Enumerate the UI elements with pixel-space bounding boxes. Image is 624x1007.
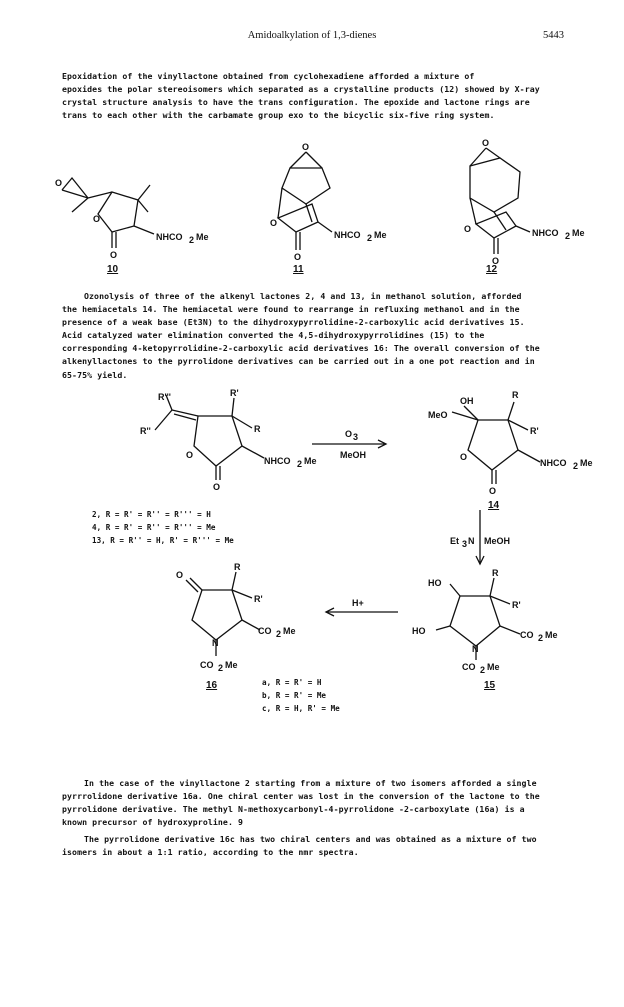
nhco2me-label: NHCO — [334, 230, 361, 240]
text-line: pyrrrolidone derivative 16a. One chiral center was lost in the conversion of the lactone to the — [62, 791, 540, 802]
running-head: Amidoalkylation of 1,3-dienes — [247, 30, 377, 41]
subscript: 2 — [480, 665, 486, 675]
text-line: Epoxidation of the vinyllactone obtained from cyclohexadiene afforded a mixture of — [62, 71, 475, 81]
compound-number-11: 11 — [293, 264, 304, 275]
atom-label: O — [489, 486, 497, 496]
atom-label: O — [55, 178, 63, 188]
atom-label: O — [302, 142, 310, 152]
r-label: R — [512, 390, 519, 400]
atom-label: O — [93, 214, 101, 224]
nitrogen-label: N — [472, 644, 479, 654]
r1-label: R' — [512, 600, 521, 610]
methyl-label: Me — [283, 626, 296, 636]
compound-number-15: 15 — [484, 680, 496, 691]
text-line: epoxides the polar stereoisomers which separated as a crystalline products (12) showed by X-ray — [62, 84, 540, 95]
r-label: R — [234, 562, 241, 572]
r1-label: R' — [530, 426, 539, 436]
structure-16 — [186, 572, 260, 656]
substituent-legend-lactones — [92, 508, 234, 547]
text-line: presence of a weak base (Et3N) to the dihydroxypyrrolidine-2-carboxylic acid derivatives 15. — [62, 317, 525, 328]
nhco2me-label: NHCO — [156, 232, 183, 242]
text-line: Ozonolysis of three of the alkenyl lactones 2, 4 and 13, in methanol solution, afforded — [84, 291, 522, 301]
ketone-oxygen-label: O — [176, 570, 184, 580]
structure-10 — [62, 178, 154, 248]
atom-label: O — [482, 138, 490, 148]
atom-label: O — [294, 252, 302, 262]
atom-label: O — [213, 482, 221, 492]
legend-line: c, R = H, R' = Me — [262, 704, 340, 713]
methyl-label: Me — [196, 232, 209, 242]
compound-number-10: 10 — [107, 264, 119, 275]
r1-label: R' — [254, 594, 263, 604]
text-line: The pyrrolidone derivative 16c has two chiral centers and was obtained as a mixture of two — [84, 834, 537, 844]
reagent-triethylamine-n: N — [468, 536, 475, 546]
text-line: trans to each other with the carbamate group exo to the bicyclic six-five ring system. — [62, 110, 495, 121]
hydroxyl-label: HO — [428, 578, 442, 588]
methyl-label: Me — [304, 456, 317, 466]
structure-12 — [470, 148, 530, 254]
page-number: 5443 — [543, 30, 564, 41]
hydroxyl-label: HO — [412, 626, 426, 636]
methyl-label: Me — [225, 660, 238, 670]
subscript: 2 — [297, 459, 303, 469]
methyl-label: Me — [487, 662, 500, 672]
r3-label: R''' — [158, 392, 171, 402]
atom-label: O — [186, 450, 194, 460]
legend-line: 2, R = R' = R'' = R''' = H — [92, 510, 211, 519]
text-line: corresponding 4-ketopyrrolidine-2-carboxylic acid derivatives 16: The overall conversion of the — [62, 343, 540, 354]
r1-label: R' — [230, 388, 239, 398]
r-label: R — [254, 424, 261, 434]
compound-number-14: 14 — [488, 500, 500, 511]
reagent-triethylamine: Et — [450, 536, 459, 546]
text-line: 65-75% yield. — [62, 369, 128, 380]
atom-label: O — [464, 224, 472, 234]
carbamate-label: CO — [200, 660, 214, 670]
text-line: alkenyllactones to the pyrrolidone derivatives can be carried out in a one pot reaction and in — [62, 356, 535, 367]
atom-label: O — [110, 250, 118, 260]
ester-label: CO — [520, 630, 534, 640]
nhco2me-label: NHCO — [532, 228, 559, 238]
compound-number-12: 12 — [486, 264, 498, 275]
atom-label: O — [492, 256, 500, 266]
r-label: R — [492, 568, 499, 578]
text-line: pyrrolidone derivative. The methyl N-methoxycarbonyl-4-pyrrolidone -2-carboxylate (16a) is a — [62, 804, 525, 815]
methyl-label: Me — [374, 230, 387, 240]
text-line: In the case of the vinyllactone 2 starting from a mixture of two isomers afforded a single — [84, 778, 537, 788]
methyl-label: Me — [572, 228, 585, 238]
subscript: 2 — [218, 663, 224, 673]
text-line: isomers in about a 1:1 ratio, according to the nmr spectra. — [62, 847, 359, 858]
subscript: 2 — [276, 629, 282, 639]
legend-line: a, R = R' = H — [262, 678, 322, 687]
legend-line: b, R = R' = Me — [262, 691, 327, 700]
reagent-ozone: O — [345, 429, 353, 439]
text-line: known precursor of hydroxyproline. 9 — [62, 817, 244, 828]
methoxy-label: MeO — [428, 410, 448, 420]
structure-14 — [452, 402, 540, 484]
methyl-label: Me — [580, 458, 593, 468]
subscript: 3 — [353, 432, 359, 442]
subscript: 2 — [367, 233, 373, 243]
atom-label: O — [460, 452, 468, 462]
subscript: 2 — [573, 461, 579, 471]
reagent-acid: H+ — [352, 598, 364, 608]
structure-11 — [278, 152, 332, 250]
r2-label: R'' — [140, 426, 151, 436]
hydroxyl-label: OH — [460, 396, 474, 406]
compound-number-16: 16 — [206, 680, 218, 691]
subscript: 2 — [565, 231, 571, 241]
nitrogen-label: N — [212, 638, 219, 648]
ester-label: CO — [258, 626, 272, 636]
subscript: 2 — [538, 633, 544, 643]
atom-label: O — [270, 218, 278, 228]
nhco2me-label: NHCO — [264, 456, 291, 466]
text-line: the hemiacetals 14. The hemiacetal were found to rearrange in refluxing methanol and in the — [62, 304, 520, 315]
subscript: 2 — [189, 235, 195, 245]
legend-line: 13, R = R'' = H, R' = R''' = Me — [92, 536, 234, 545]
text-line: crystal structure analysis to have the trans configuration. The epoxide and lactone rings are — [62, 97, 530, 108]
text-line: Acid catalyzed water elimination converted the 4,5-dihydroxypyrrolidines (15) to the — [62, 330, 485, 341]
substituent-legend-pyrrolidones — [262, 676, 340, 715]
legend-line: 4, R = R' = R'' = R''' = Me — [92, 523, 216, 532]
carbamate-label: CO — [462, 662, 476, 672]
structure-alkenyl-lactone — [155, 395, 264, 480]
reagent-methanol: MeOH — [484, 536, 511, 546]
subscript: 3 — [462, 539, 468, 549]
nhco2me-label: NHCO — [540, 458, 567, 468]
reagent-methanol: MeOH — [340, 450, 367, 460]
methyl-label: Me — [545, 630, 558, 640]
